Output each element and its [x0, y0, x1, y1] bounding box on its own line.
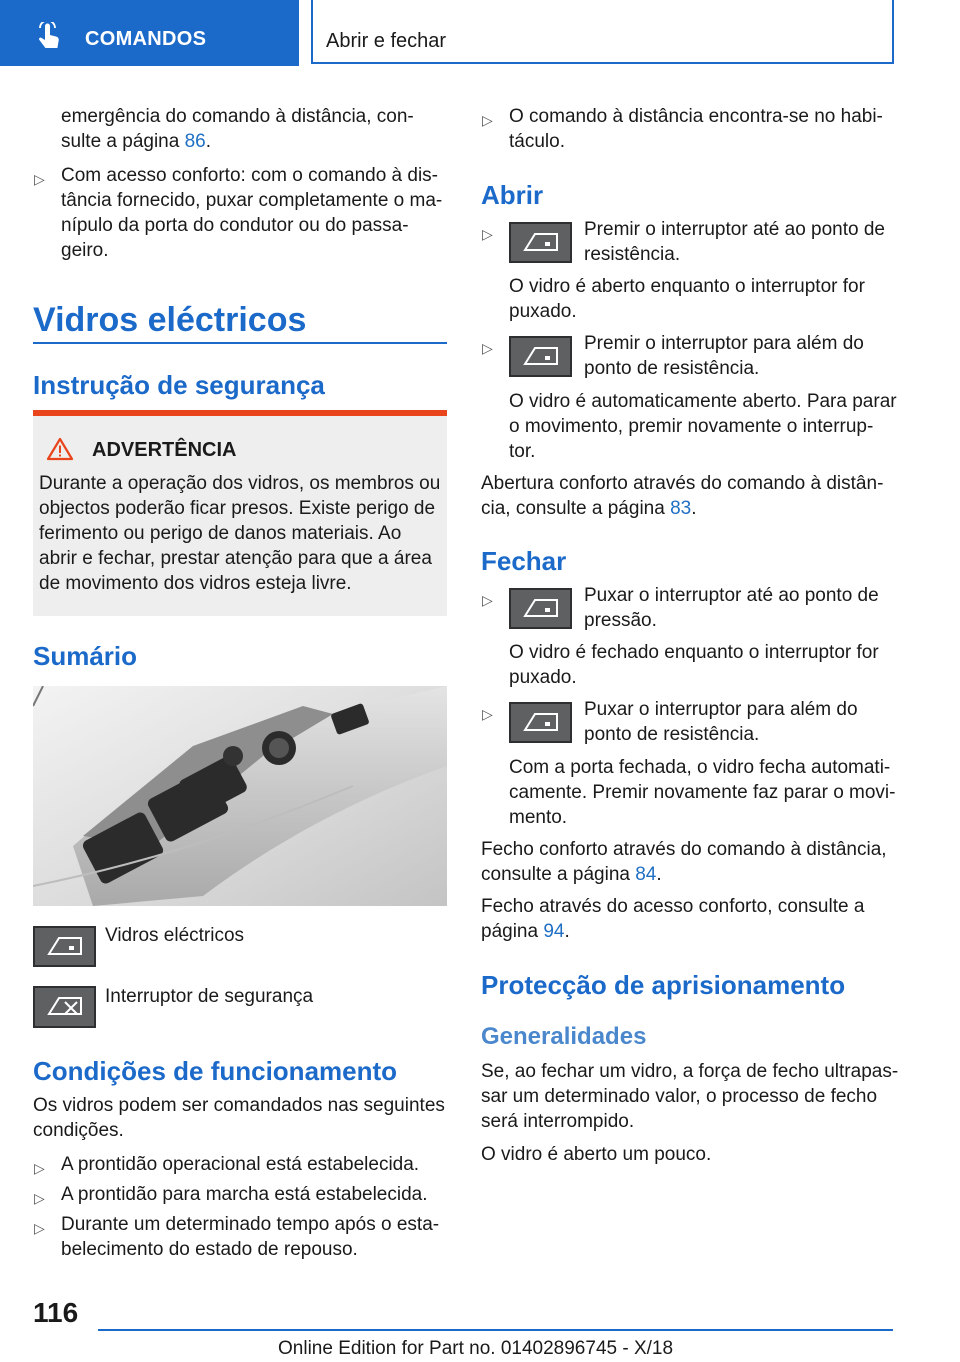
warning-title: ADVERTÊNCIA	[92, 439, 237, 461]
chapter-title: COMANDOS	[85, 28, 207, 50]
conditions-intro: Os vidros podem ser comandados nas seguintes condições.	[33, 1095, 445, 1141]
bullet-triangle-icon: ▷	[34, 1160, 45, 1176]
heading-pinch-protection: Protecção de aprisionamento	[481, 970, 846, 1000]
close-comfort-text: Fecho conforto através do comando à distância, consulte a página 84.	[481, 839, 887, 885]
page-number: 116	[33, 1297, 79, 1328]
bullet-triangle-icon: ▷	[34, 1220, 45, 1236]
safety-switch-icon	[33, 986, 96, 1028]
close-action-2: Puxar o interruptor para além do ponto de resistência.	[584, 699, 858, 745]
open-comfort-text: Abertura conforto através do comando à distân- cia, consulte a página 83.	[481, 473, 884, 519]
heading-close: Fechar	[481, 546, 567, 576]
door-switch-panel-photo	[33, 686, 447, 906]
window-switch-icon	[509, 588, 572, 629]
section-title: Abrir e fechar	[326, 30, 447, 52]
open-action-1: Premir o interruptor até ao ponto de resistência.	[584, 219, 886, 265]
heading-overview: Sumário	[33, 641, 138, 671]
heading-rule	[33, 342, 447, 344]
warning-triangle-icon	[46, 437, 74, 461]
heading-power-windows: Vidros eléctricos	[33, 301, 307, 339]
heading-general: Generalidades	[481, 1023, 647, 1050]
legend-safety-switch: Interruptor de segurança	[105, 986, 314, 1007]
bullet-triangle-icon: ▷	[482, 706, 493, 722]
close-access-text: Fecho através do acesso conforto, consulte a página 94.	[481, 896, 865, 942]
general-text: Se, ao fechar um vidro, a força de fecho ultrapas- sar um determinado valor, o processo de fecho será interrompido.	[481, 1061, 899, 1132]
footer-edition: Online Edition for Part no. 01402896745 - X/18	[278, 1338, 674, 1359]
heading-open: Abrir	[481, 180, 544, 210]
window-switch-icon	[509, 702, 572, 743]
close-result-2: Com a porta fechada, o vidro fecha automati- camente. Premir novamente faz parar o movi- mento.	[509, 757, 896, 828]
hand-touch-icon	[34, 22, 64, 52]
general-text-2: O vidro é aberto um pouco.	[481, 1144, 712, 1165]
condition-item: A prontidão para marcha está estabelecida.	[61, 1184, 428, 1205]
window-switch-icon	[509, 222, 572, 263]
legend-power-windows: Vidros eléctricos	[105, 925, 245, 946]
bullet-triangle-icon: ▷	[482, 592, 493, 608]
condition-item: Durante um determinado tempo após o esta- belecimento do estado de repouso.	[61, 1214, 440, 1260]
condition-item: A prontidão operacional está estabelecida.	[61, 1154, 420, 1175]
page-link-94[interactable]: 94	[543, 921, 565, 942]
bullet-comfort-access: Com acesso conforto: com o comando à dis- tância fornecido, puxar completamente o ma- nípulo da porta do condutor ou do passa- geiro.	[61, 165, 443, 261]
bullet-triangle-icon: ▷	[482, 226, 493, 242]
close-action-1: Puxar o interruptor até ao ponto de pressão.	[584, 585, 879, 631]
continued-text: emergência do comando à distância, con- sulte a página 86.	[61, 106, 414, 152]
footer-rule	[98, 1329, 893, 1331]
bullet-remote-in-car: O comando à distância encontra-se no habi- táculo.	[509, 106, 883, 152]
heading-safety: Instrução de segurança	[33, 370, 325, 400]
open-result-2: O vidro é automaticamente aberto. Para parar o movimento, premir novamente o interrup- tor.	[509, 391, 897, 462]
page-link-83[interactable]: 83	[670, 498, 692, 519]
warning-text: Durante a operação dos vidros, os membros ou objectos poderão ficar presos. Existe perigo de ferimento ou perigo de danos materiais. Ao abrir e fechar, prestar atenção para que a área de movimento dos vidros esteja livre.	[39, 473, 441, 594]
open-result-1: O vidro é aberto enquanto o interruptor for puxado.	[509, 276, 865, 322]
page-link-86[interactable]: 86	[184, 131, 206, 152]
heading-conditions: Condições de funcionamento	[33, 1056, 398, 1086]
window-switch-icon	[509, 336, 572, 377]
page-link-84[interactable]: 84	[635, 864, 657, 885]
bullet-triangle-icon: ▷	[482, 340, 493, 356]
bullet-triangle-icon: ▷	[34, 171, 45, 187]
close-result-1: O vidro é fechado enquanto o interruptor for puxado.	[509, 642, 879, 688]
open-action-2: Premir o interruptor para além do ponto de resistência.	[584, 333, 864, 379]
bullet-triangle-icon: ▷	[34, 1190, 45, 1206]
window-switch-icon	[33, 926, 96, 967]
bullet-triangle-icon: ▷	[482, 112, 493, 128]
